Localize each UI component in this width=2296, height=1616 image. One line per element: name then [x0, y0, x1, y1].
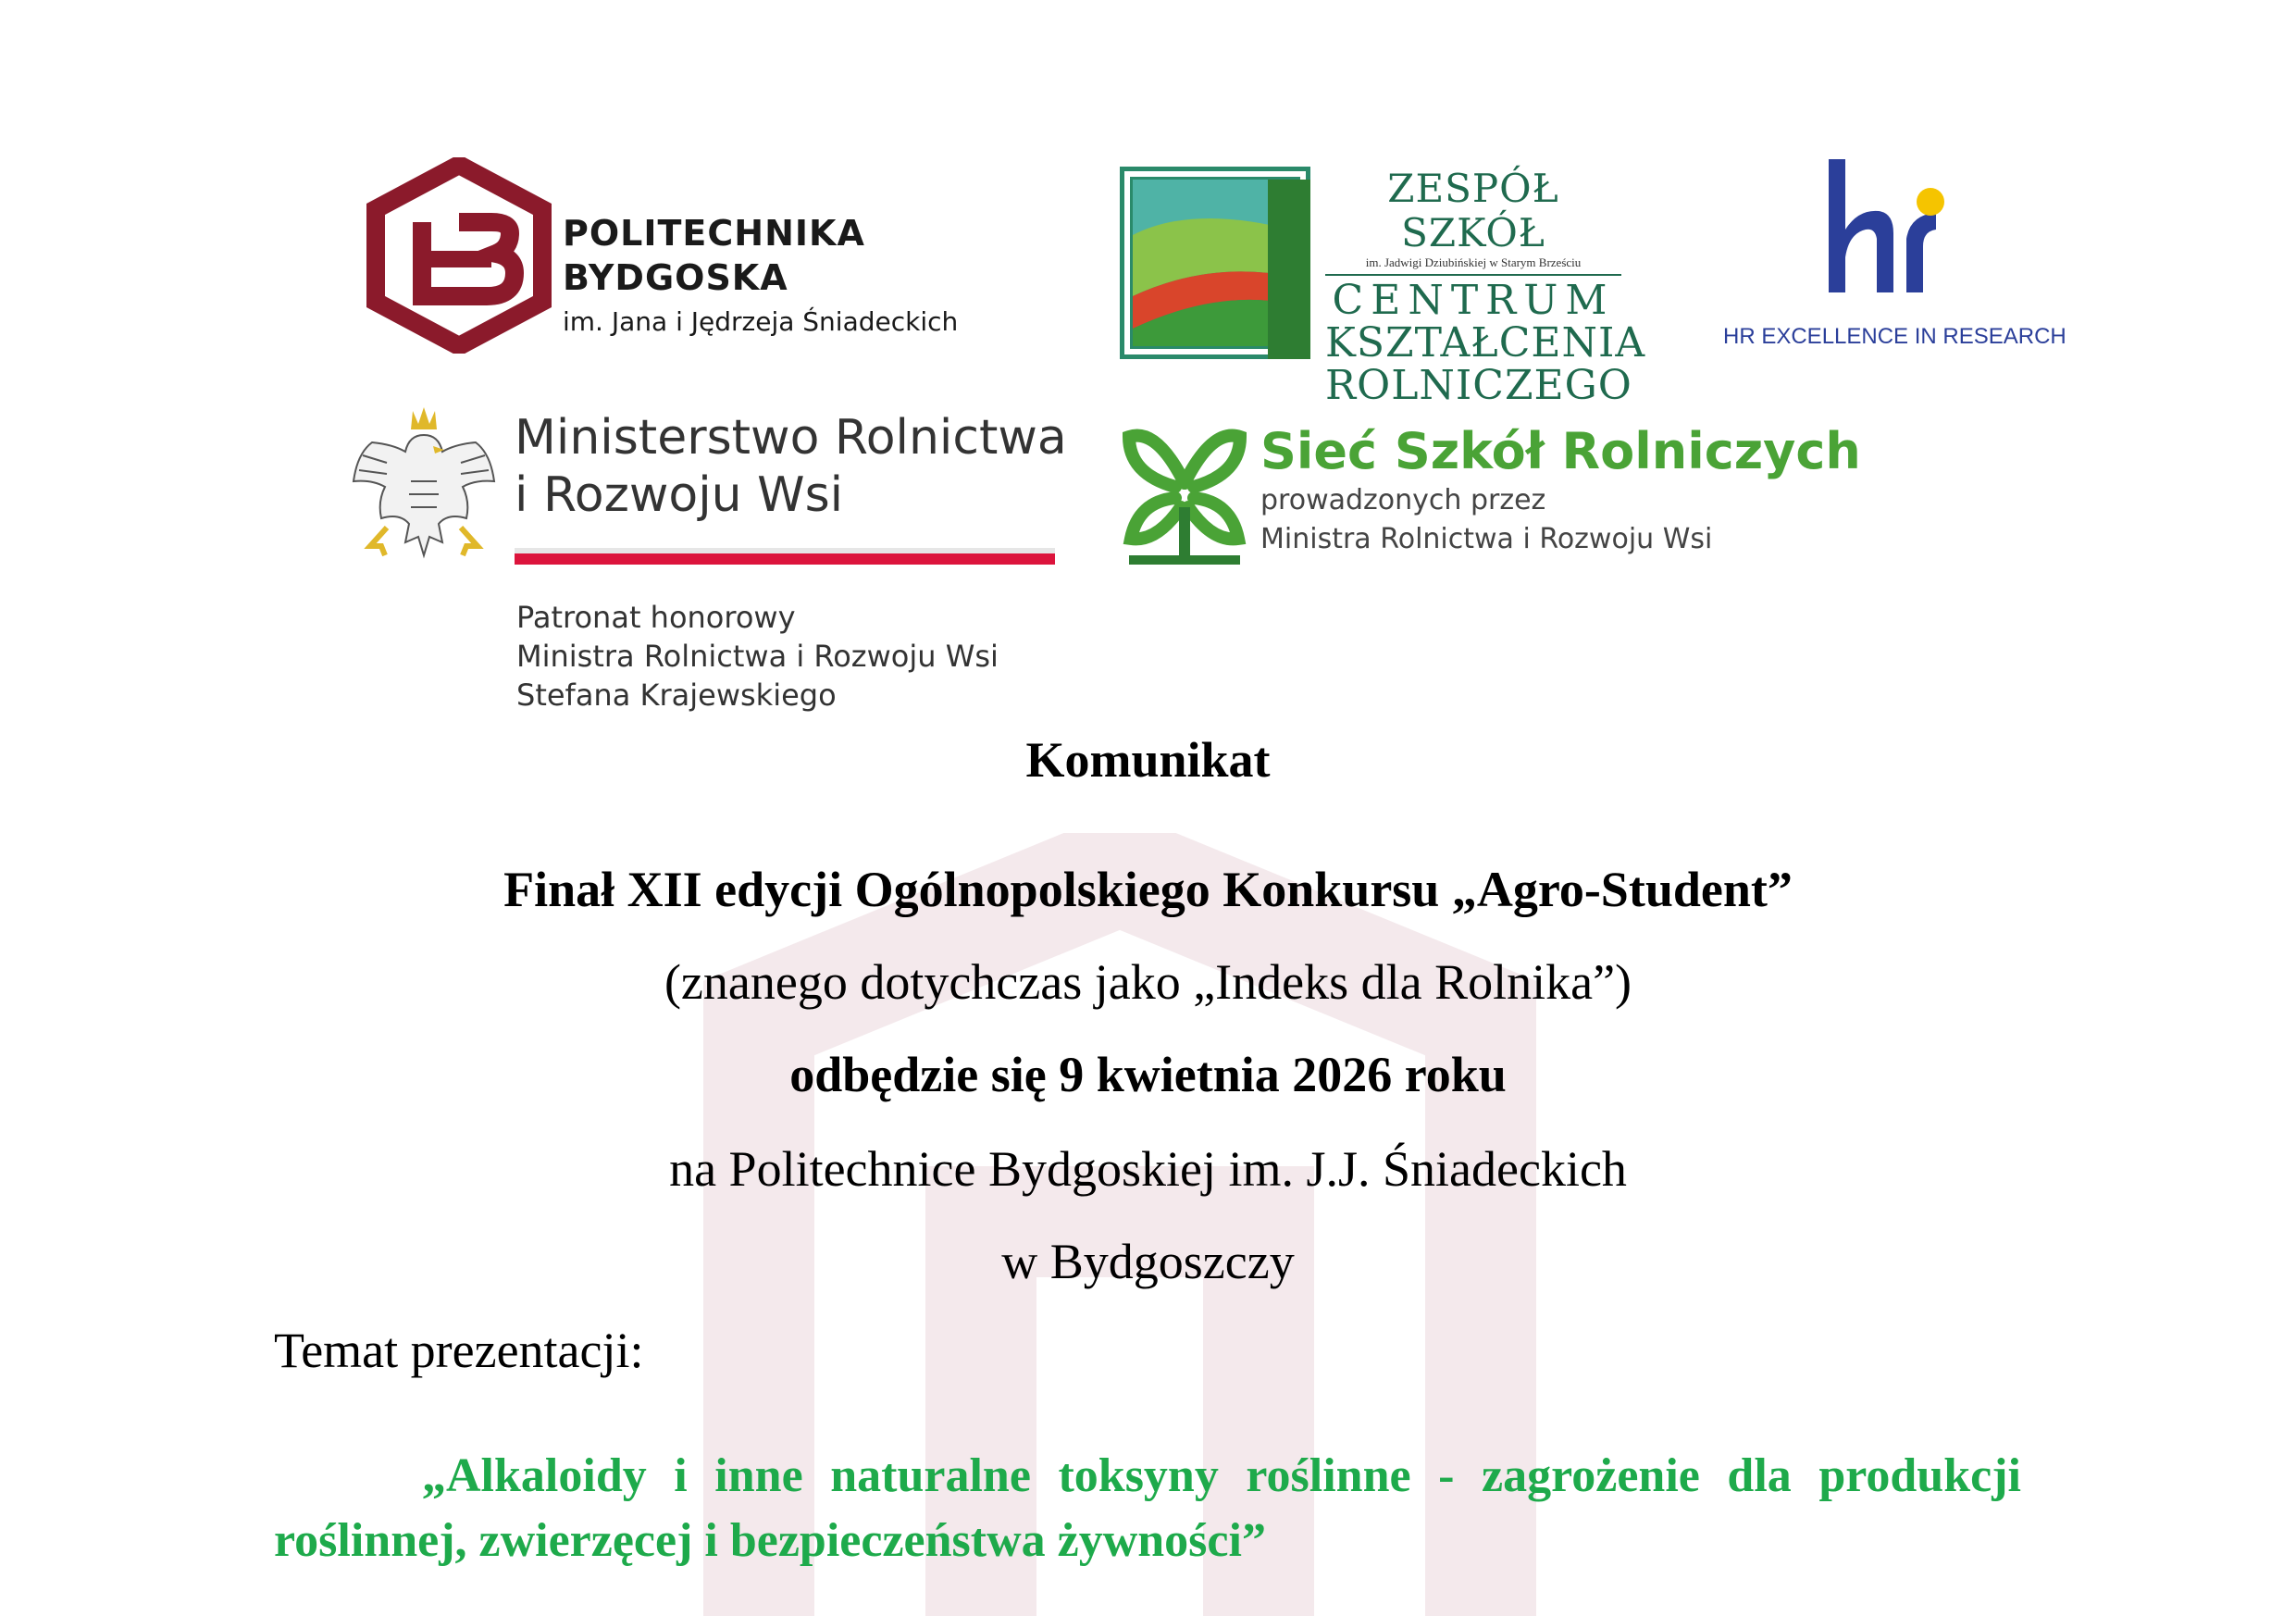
patronage-line1: Patronat honorowy	[516, 600, 796, 635]
city-line: w Bydgoszczy	[1001, 1234, 1295, 1289]
zespol-line2: im. Jadwigi Dziubińskiej w Starym Brześciu	[1325, 255, 1621, 276]
politechnika-line2: BYDGOSKA	[563, 257, 788, 298]
patronage-line2: Ministra Rolnictwa i Rozwoju Wsi	[516, 639, 999, 674]
ministry-line2: i Rozwoju Wsi	[515, 467, 844, 523]
politechnika-bydgoska-logo-icon	[366, 157, 552, 354]
siec-line2: prowadzonych przez	[1260, 484, 1546, 516]
hr-excellence-caption: HR EXCELLENCE IN RESEARCH	[1723, 324, 2066, 349]
zespol-szkol-landscape-icon	[1120, 167, 1310, 359]
patronage-line3: Stefana Krajewskiego	[516, 677, 837, 713]
siec-line1: Sieć Szkół Rolniczych	[1260, 422, 1861, 480]
date-line: odbędzie się 9 kwietnia 2026 roku	[789, 1047, 1507, 1102]
politechnika-bydgoska-name	[563, 211, 958, 341]
siec-szkol-name	[1260, 422, 1861, 559]
politechnika-line1: POLITECHNIKA	[563, 213, 865, 254]
zespol-szkol-name	[1325, 166, 1646, 409]
zespol-line4: KSZTAŁCENIA	[1325, 319, 1646, 367]
zespol-line3: CENTRUM	[1332, 277, 1615, 324]
hr-excellence-logo-icon	[1821, 155, 1951, 296]
topic-text: „Alkaloidy i inne naturalne toksyny roślinne - zagrożenie dla produkcji roślinnej, zwierzęcej i bezpieczeństwa żywności”	[274, 1449, 2021, 1567]
ministry-name	[515, 409, 1067, 524]
siec-szkol-leaf-icon	[1120, 418, 1249, 566]
known-as-line: (znanego dotychczas jako „Indeks dla Rolnika”)	[664, 954, 1632, 1010]
ministry-flag-bar	[515, 548, 1055, 565]
document-title: Komunikat	[1025, 732, 1271, 788]
zespol-line5: ROLNICZEGO	[1325, 362, 1632, 409]
politechnika-line3: im. Jana i Jędrzeja Śniadeckich	[563, 306, 959, 337]
siec-line3: Ministra Rolnictwa i Rozwoju Wsi	[1260, 523, 1713, 555]
final-edition-line: Finał XII edycji Ogólnopolskiego Konkursu „Agro-Student”	[503, 862, 1793, 917]
ministry-line1: Ministerstwo Rolnictwa	[515, 410, 1067, 466]
polish-eagle-icon	[344, 398, 503, 568]
topic-label: Temat prezentacji:	[274, 1323, 644, 1378]
patronage-text	[516, 598, 999, 715]
zespol-line1: ZESPÓŁ SZKÓŁ	[1387, 166, 1559, 255]
place-line: na Politechnice Bydgoskiej im. J.J. Śniadeckich	[669, 1141, 1627, 1197]
